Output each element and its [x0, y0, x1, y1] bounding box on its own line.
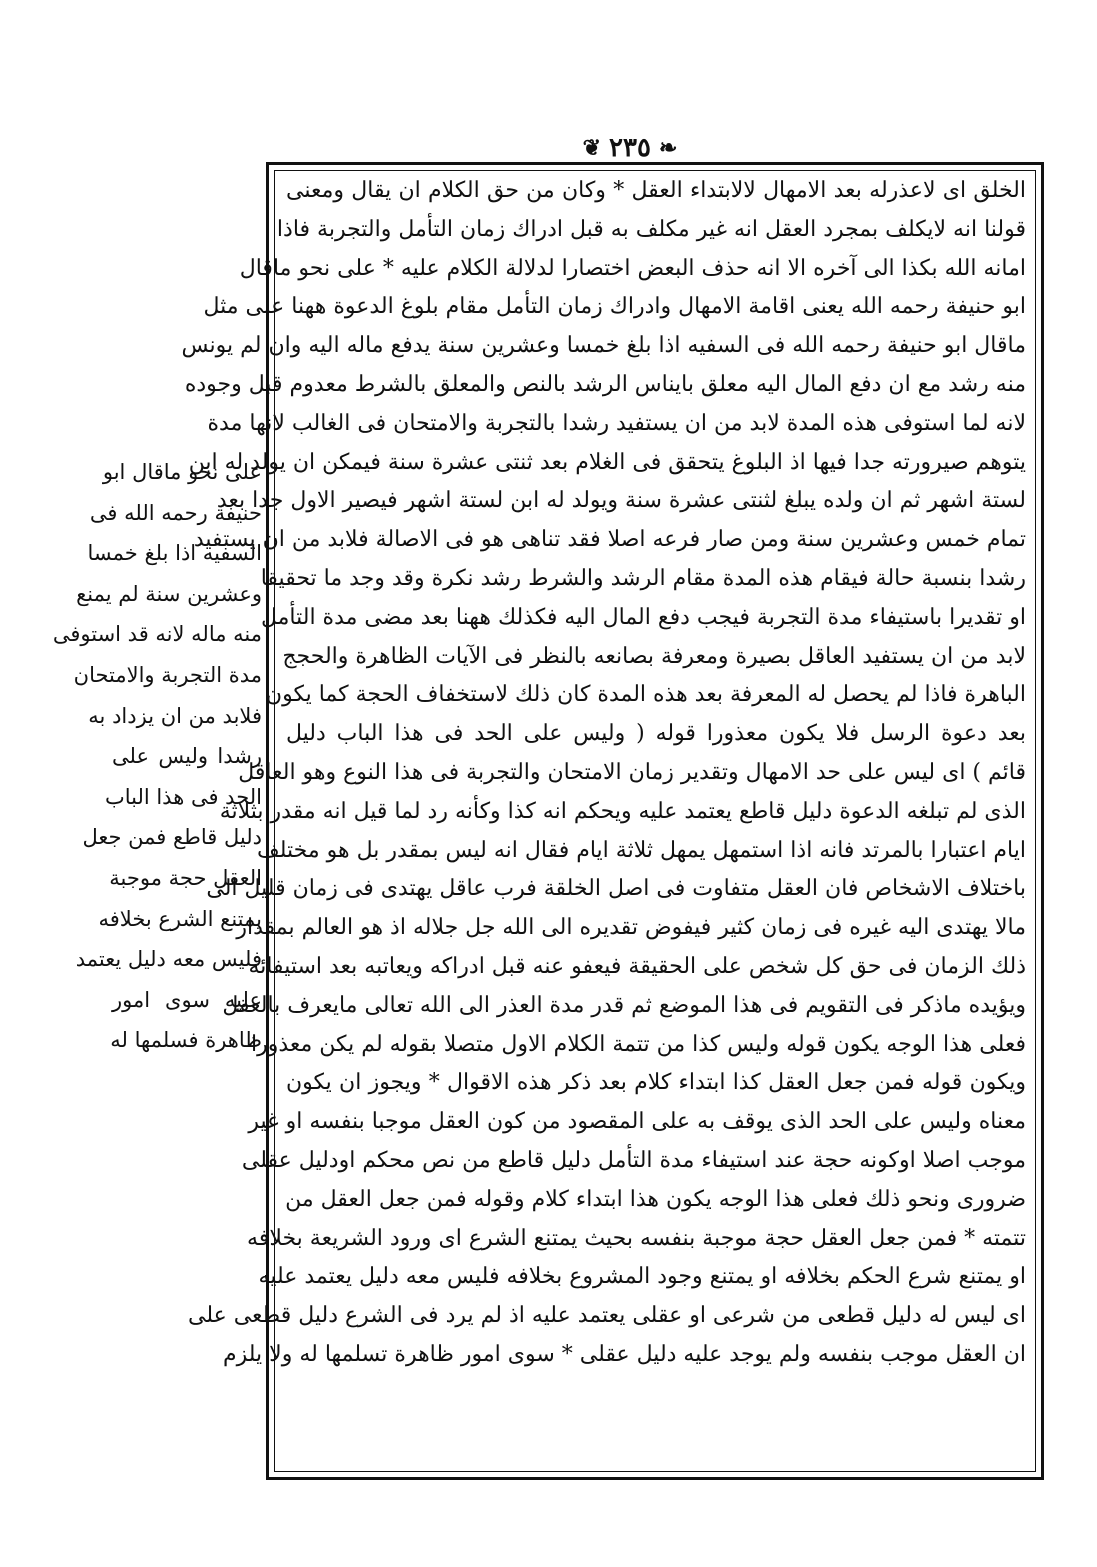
main-text-line: او تقديرا باستيفاء مدة التجربة فيجب دفع المال اليه فكذلك ههنا بعد مضى مدة التأمل: [260, 604, 1026, 630]
margin-note: [52, 452, 262, 1061]
main-text-line: معناه وليس على الحد الذى يوقف به على المقصود من كون العقل موجبا بنفسه او غير: [248, 1109, 1026, 1135]
margin-note-line: رشدا وليس على: [112, 744, 262, 769]
main-text-line: تمام خمس وعشرين سنة ومن صار فرعه اصلا فقد تناهى هو فى الاصالة فلابد من ان يستفيد: [193, 527, 1026, 553]
main-text-line: او يمتنع شرع الحكم بخلافه او يمتنع وجود المشروع بخلافه فليس معه دليل يعتمد عليه: [258, 1264, 1026, 1290]
main-text-line: ذلك الزمان فى حق كل شخص على الحقيقة فيعفو عنه قبل ادراكه ويعاتبه بعد استيفائه: [248, 953, 1026, 979]
margin-note-line: السفيه اذا بلغ خمسا: [87, 541, 262, 566]
margin-note-line: فلابد من ان يزداد به: [88, 703, 262, 728]
main-text-line: يتوهم صيرورته جدا فيها اذ البلوغ يتحقق فى الغلام بعد ثنتى عشرة سنة فيمكن ان يولد له ابن: [188, 449, 1026, 475]
margin-note-line: على نحو ماقال ابو: [102, 460, 262, 484]
main-text-line: الذى لم تبلغه الدعوة دليل قاطع يعتمد عليه ويحكم انه كذا وكأنه رد لما قيل انه مقدر بثلاثة: [219, 798, 1026, 824]
main-text-line: لابد من ان يستفيد العاقل بصيرة ومعرفة بصانعه بالنظر فى الآيات الظاهرة والحجج: [282, 643, 1026, 669]
margin-note-line: يمتنع الشرع بخلافه: [98, 906, 262, 931]
main-text-line: ماقال ابو حنيفة رحمه الله فى السفيه اذا بلغ خمسا وعشرين سنة يدفع ماله اليه وان لم يونس: [181, 333, 1026, 359]
ornament-right-icon: ❧: [658, 135, 678, 161]
margin-note-line: ظاهرة فسلمها له: [110, 1028, 262, 1053]
main-text-line: ويؤيده ماذكر فى التقويم فى هذا الموضع ثم قدر مدة العذر الى الله تعالى مايعرف بالعقل: [222, 992, 1026, 1018]
ornament-left-icon: ❦: [582, 135, 602, 161]
main-text-line: ضرورى ونحو ذلك فعلى هذا الوجه يكون هذا ابتداء كلام وقوله فمن جعل العقل من: [285, 1186, 1026, 1212]
main-text-line: ايام اعتبارا بالمرتد فانه اذا استمهل يمهل ثلاثة ايام فقال انه ليس بمقدر بل هو مختلف: [256, 837, 1026, 863]
main-text-line: قائم ) اى ليس على حد الامهال وتقدير زمان الامتحان والتجربة فى هذا النوع وهو العاقل: [238, 759, 1026, 785]
main-text-line: لستة اشهر ثم ان ولده يبلغ لثنتى عشرة سنة ويولد له ابن لستة اشهر فيصير الاول جدا بعد: [216, 488, 1026, 514]
margin-note-line: دليل قاطع فمن جعل: [82, 825, 262, 850]
main-text-line: فعلى هذا الوجه يكون قوله وليس كذا من تتمة الكلام الاول متصلا بقوله لم يكن معذورا: [250, 1031, 1026, 1057]
margin-note-line: الحد فى هذا الباب: [104, 784, 262, 809]
main-text-line: بعد دعوة الرسل فلا يكون معذورا قوله ( وليس على الحد فى هذا الباب دليل: [286, 721, 1026, 747]
margin-note-line: عليه سوى امور: [112, 987, 262, 1012]
main-text-line: موجب اصلا اوكونه حجة عند استيفاء مدة التأمل دليل قاطع من نص محكم اودليل عقلى: [241, 1147, 1026, 1173]
margin-note-line: فليس معه دليل يعتمد: [75, 947, 262, 972]
main-text-line: تتمته * فمن جعل العقل حجة موجبة بنفسه بحيث يمتنع الشرع اى ورود الشريعة بخلافه: [247, 1225, 1026, 1251]
main-text-line: ابو حنيفة رحمه الله يعنى اقامة الامهال وادراك زمان التأمل مقام بلوغ الدعوة ههنا على مثل: [203, 294, 1026, 320]
main-text-line: اى ليس له دليل قطعى من شرعى او عقلى يعتمد عليه اذ لم يرد فى الشرع دليل قطعى على: [187, 1303, 1026, 1329]
main-text-line: الخلق اى لاعذرله بعد الامهال لالابتداء العقل * وكان من حق الكلام ان يقال ومعنى: [286, 178, 1026, 203]
main-text-line: باختلاف الاشخاص فان العقل متفاوت فى اصل الخلقة فرب عاقل يهتدى فى زمان قليل الى: [206, 876, 1026, 902]
main-text-line: ويكون قوله فمن جعل العقل كذا ابتداء كلام بعد ذكر هذه الاقوال * ويجوز ان يكون: [286, 1070, 1026, 1096]
page-number: ٢٣٥: [609, 133, 651, 163]
margin-note-line: مدة التجربة والامتحان: [73, 662, 262, 687]
main-text-line: رشدا بنسبة حالة فيقام هذه المدة مقام الرشد والشرط رشد نكرة وقد وجد ما تحقيقا: [260, 565, 1026, 591]
margin-note-line: حنيفة رحمه الله فى: [89, 500, 262, 525]
margin-note-line: العقل حجة موجبة: [109, 865, 262, 890]
main-text-line: مالا يهتدى اليه غيره فى زمان كثير فيفوض تقديره الى الله جل جلاله اذ هو العالم بمقدار: [236, 915, 1026, 941]
main-text-line: منه رشد مع ان دفع المال اليه معلق بايناس الرشد بالنص والمعلق بالشرط معدوم قبل وجوده: [184, 371, 1026, 397]
main-text-line: لانه لما استوفى هذه المدة لابد من ان يستفيد رشدا بالتجربة والامتحان فى الغالب لانها مدة: [207, 410, 1026, 436]
margin-note-line: منه ماله لانه قد استوفى: [52, 622, 262, 647]
main-text-line: ان العقل موجب بنفسه ولم يوجد عليه دليل عقلى * سوى امور ظاهرة تسلمها له ولا يلزم: [223, 1341, 1026, 1367]
main-text-line: قولنا انه لايكلف بمجرد العقل انه غير مكلف به قبل ادراك زمان التأمل والتجربة فاذا: [276, 216, 1026, 242]
main-text-line: امانه الله بكذا الى آخره الا انه حذف البعض اختصارا لدلالة الكلام عليه * على نحو ماقال: [239, 255, 1026, 281]
margin-note-line: وعشرين سنة لم يمنع: [76, 581, 262, 606]
main-text-line: الباهرة فاذا لم يحصل له المعرفة بعد هذه المدة كان ذلك لاستخفاف الحجة كما يكون: [265, 682, 1026, 708]
